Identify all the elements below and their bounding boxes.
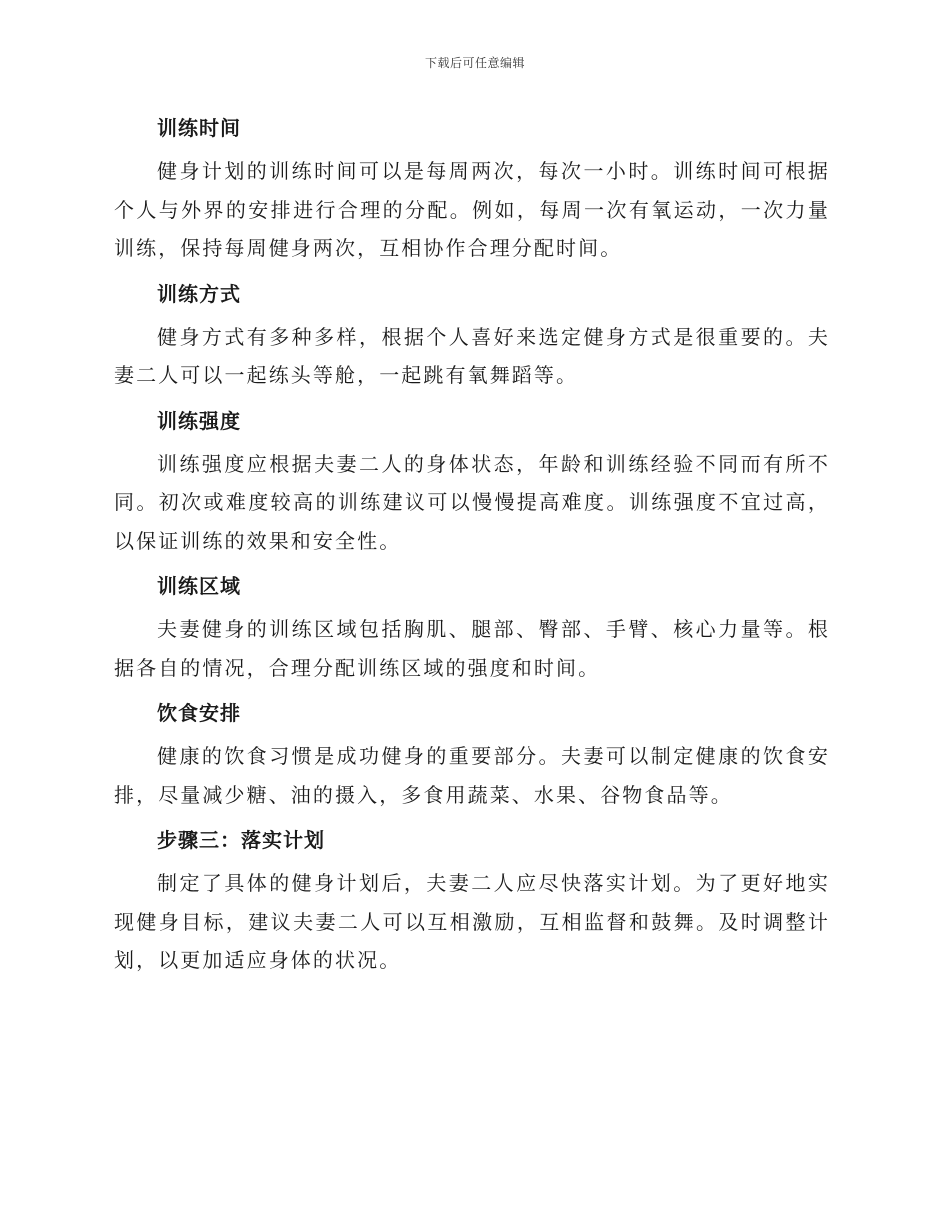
section-paragraph: 健身方式有多种多样，根据个人喜好来选定健身方式是很重要的。夫妻二人可以一起练头等舱，一起跳有氧舞蹈等。	[114, 324, 830, 387]
section-title: 训练区域	[157, 574, 241, 598]
section-title: 训练时间	[157, 116, 241, 140]
section-title: 训练方式	[157, 281, 241, 306]
section-paragraph: 制定了具体的健身计划后，夫妻二人应尽快落实计划。为了更好地实现健身目标，建议夫妻二人可以互相激励，互相监督和鼓舞。及时调整计划，以更加适应身体的状况。	[114, 871, 830, 972]
document-body	[114, 110, 830, 988]
section-paragraph: 健身计划的训练时间可以是每周两次，每次一小时。训练时间可根据个人与外界的安排进行合理的分配。例如，每周一次有氧运动，一次力量训练，保持每周健身两次，互相协作合理分配时间。	[114, 159, 830, 260]
section-title: 训练强度	[157, 408, 241, 433]
section-paragraph: 健康的饮食习惯是成功健身的重要部分。夫妻可以制定健康的饮食安排，尽量减少糖、油的摄入，多食用蔬菜、水果、谷物食品等。	[114, 744, 830, 807]
section-training-time	[114, 110, 830, 268]
section-training-intensity	[114, 403, 830, 561]
section-title: 步骤三：落实计划	[157, 828, 325, 852]
section-step-three	[114, 822, 830, 980]
section-diet-plan	[114, 695, 830, 814]
section-training-method	[114, 276, 830, 395]
page-header: 下载后可任意编辑	[424, 56, 525, 70]
section-paragraph: 训练强度应根据夫妻二人的身体状态，年龄和训练经验不同而有所不同。初次或难度较高的训练建议可以慢慢提高难度。训练强度不宜过高，以保证训练的效果和安全性。	[114, 451, 830, 553]
section-training-area	[114, 568, 830, 687]
section-title: 饮食安排	[157, 701, 241, 725]
section-paragraph: 夫妻健身的训练区域包括胸肌、腿部、臀部、手臂、核心力量等。根据各自的情况，合理分配训练区域的强度和时间。	[114, 617, 830, 680]
